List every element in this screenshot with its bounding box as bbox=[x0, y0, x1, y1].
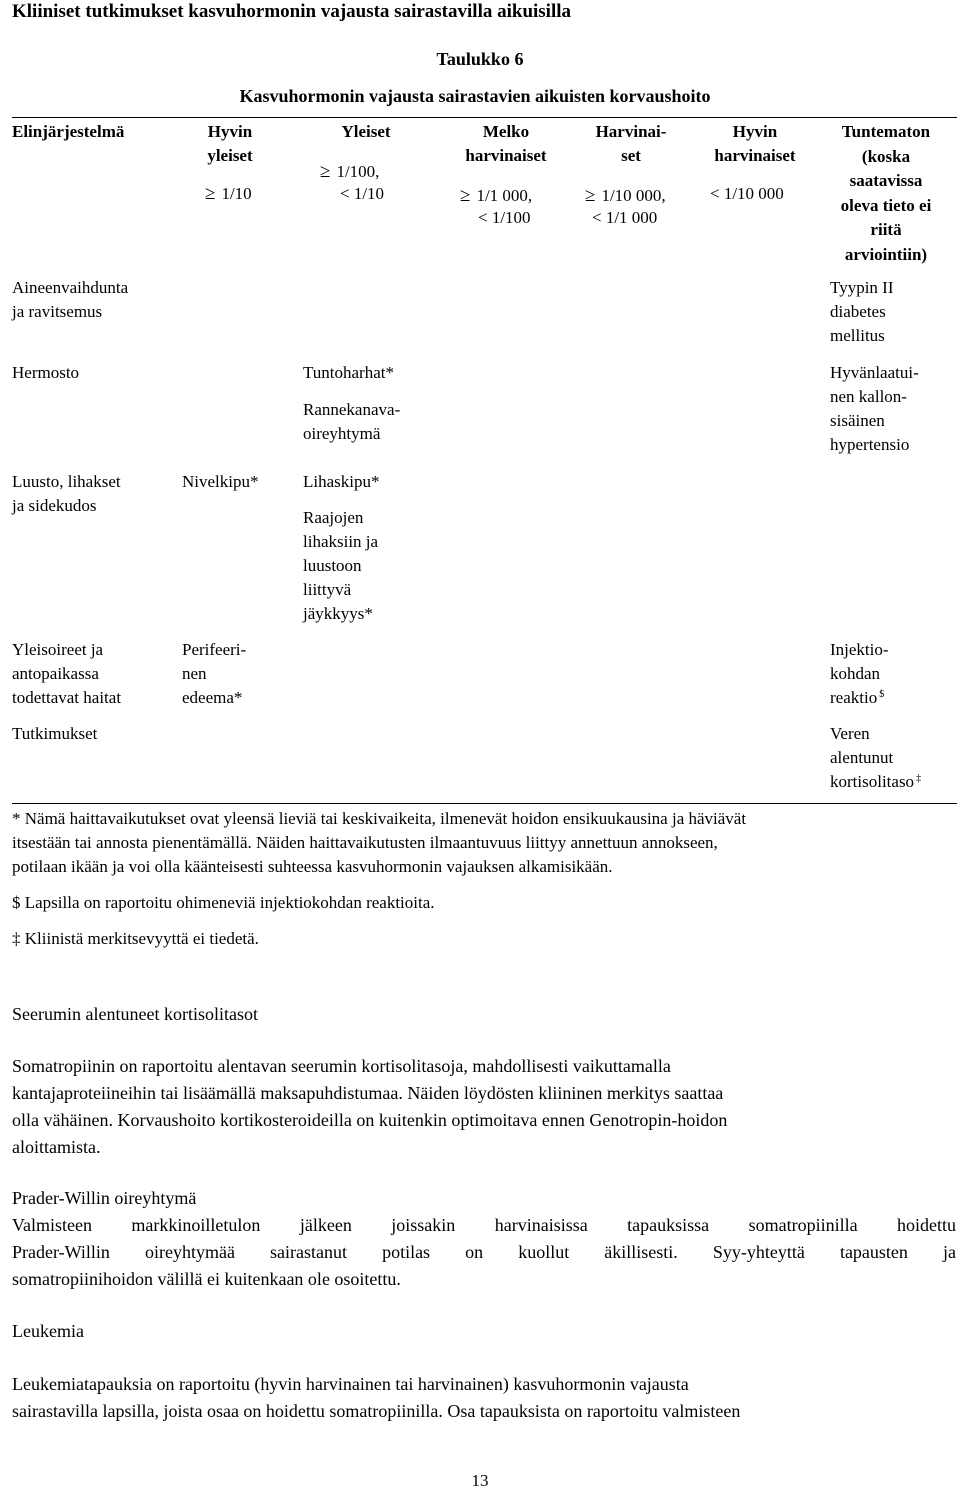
footnote-line: * Nämä haittavaikutukset ovat yleensä lieviä tai keskivaikeita, ilmenevät hoidon ensikuukausina ja häviävät bbox=[12, 809, 747, 828]
header-rare-range1 bbox=[585, 184, 666, 208]
superscript-dollar: $ bbox=[879, 689, 885, 700]
cell-line: Raajojen bbox=[303, 508, 364, 527]
ge-symbol: ≥ bbox=[460, 185, 471, 206]
row-musculo-organ bbox=[12, 470, 121, 518]
row-musculo-common1: Lihaskipu* bbox=[303, 472, 380, 491]
organ-line: todettavat haitat bbox=[12, 688, 122, 707]
header-rare-l1: Harvinai- bbox=[595, 122, 667, 141]
cell-line: hypertensio bbox=[830, 435, 910, 454]
cell-line: Tyypin II bbox=[830, 278, 894, 297]
section-prader-heading: Prader-Willin oireyhtymä bbox=[12, 1188, 197, 1208]
cell-line: nen bbox=[182, 664, 207, 683]
cell-line: jäykkyys* bbox=[303, 604, 373, 623]
superscript-dagger: ‡ bbox=[916, 773, 922, 784]
header-unknown-l6: arviointiin) bbox=[844, 244, 928, 264]
cell-line: Perifeeri- bbox=[182, 640, 247, 659]
header-rare-range2: < 1/1 000 bbox=[592, 208, 658, 227]
footnote-dagger: ‡ Kliinistä merkitsevyyttä ei tiedetä. bbox=[12, 929, 259, 948]
organ-line: antopaikassa bbox=[12, 664, 99, 683]
table-bottom-rule bbox=[12, 803, 957, 804]
ge-symbol: ≥ bbox=[320, 161, 331, 182]
cell-line bbox=[830, 686, 889, 710]
header-organ: Elinjärjestelmä bbox=[12, 122, 125, 141]
header-very-rare-l2: harvinaiset bbox=[714, 146, 796, 165]
header-uncommon-range1 bbox=[460, 184, 532, 208]
cell-line: lihaksiin ja bbox=[303, 532, 379, 551]
cell-line: nen kallon- bbox=[830, 387, 907, 406]
table-number: Taulukko 6 bbox=[436, 49, 524, 69]
footnote-line: potilaan ikään ja voi olla käänteisesti suhteessa kasvuhormonin vajauksen alkamisikään. bbox=[12, 857, 613, 876]
range-text: 1/1 000, bbox=[476, 186, 533, 205]
cell-line bbox=[830, 770, 921, 794]
header-common-range2: < 1/10 bbox=[340, 184, 385, 203]
cell-text: kortisolitaso bbox=[830, 772, 915, 791]
page-title: Kliiniset tutkimukset kasvuhormonin vajausta sairastavilla aikuisilla bbox=[12, 1, 572, 22]
cell-line: liittyvä bbox=[303, 580, 352, 599]
paragraph-line: somatropiinihoidon välillä ei kuitenkaan ole osoitettu. bbox=[12, 1269, 401, 1289]
section-cortisol-heading: Seerumin alentuneet kortisolitasot bbox=[12, 1004, 258, 1024]
header-unknown bbox=[820, 120, 952, 267]
cell-line: alentunut bbox=[830, 748, 894, 767]
cell-line: Rannekanava- bbox=[303, 400, 401, 419]
organ-line: ja ravitsemus bbox=[12, 302, 103, 321]
header-very-rare-range: < 1/10 000 bbox=[710, 184, 784, 203]
cell-line: mellitus bbox=[830, 326, 885, 345]
header-uncommon-range2: < 1/100 bbox=[478, 208, 531, 227]
row-metabolism-unknown bbox=[830, 276, 894, 348]
paragraph-line: kantajaproteiineihin tai lisäämällä maksapuhdistumaa. Näiden löydösten kliininen merkitys saattaa bbox=[12, 1083, 724, 1103]
organ-line: Luusto, lihakset bbox=[12, 472, 121, 491]
header-unknown-l2: (koska bbox=[861, 146, 911, 166]
ge-symbol: ≥ bbox=[205, 183, 216, 204]
header-very-common bbox=[182, 120, 278, 168]
cell-line: Injektio- bbox=[830, 640, 889, 659]
header-unknown-l3: saatavissa bbox=[849, 171, 923, 190]
header-very-common-l2: yleiset bbox=[207, 146, 253, 165]
row-nervous-unknown bbox=[830, 361, 919, 457]
paragraph-line: sairastavilla lapsilla, joista osaa on hoidettu somatropiinilla. Osa tapauksista on raportoitu valmisteen bbox=[12, 1401, 741, 1421]
cell-line: edeema* bbox=[182, 688, 243, 707]
header-unknown-l4: oleva tieto ei bbox=[840, 195, 932, 215]
header-uncommon-l2: harvinaiset bbox=[465, 146, 547, 165]
row-general-unknown bbox=[830, 638, 889, 710]
header-uncommon bbox=[446, 120, 566, 168]
cell-line: diabetes bbox=[830, 302, 886, 321]
header-unknown-l1: Tuntematon bbox=[841, 122, 931, 141]
row-musculo-common2 bbox=[303, 506, 378, 626]
header-rare-l2: set bbox=[621, 146, 641, 165]
cell-line: oireyhtymä bbox=[303, 424, 381, 443]
header-very-rare-l1: Hyvin bbox=[732, 122, 778, 141]
footnote-dollar: $ Lapsilla on raportoitu ohimeneviä injektiokohdan reaktioita. bbox=[12, 893, 435, 912]
header-common-range1 bbox=[320, 160, 379, 184]
organ-line: ja sidekudos bbox=[12, 496, 97, 515]
cell-line: Hyvänlaatui- bbox=[830, 363, 919, 382]
footnote-line: itsestään tai annosta pienentämällä. Näiden haittavaikutusten ilmaantuvuus liittyy annettuun annokseen, bbox=[12, 833, 718, 852]
range-text: 1/10 bbox=[221, 184, 252, 203]
section-prader-body bbox=[12, 1212, 956, 1293]
cell-line: Veren bbox=[830, 724, 870, 743]
row-investigations-organ: Tutkimukset bbox=[12, 724, 98, 743]
row-musculo-very-common: Nivelkipu* bbox=[182, 472, 259, 491]
header-rare bbox=[576, 120, 686, 168]
header-uncommon-l1: Melko bbox=[482, 122, 530, 141]
row-nervous-common2 bbox=[303, 398, 400, 446]
paragraph-line: Somatropiinin on raportoitu alentavan seerumin kortisolitasoja, mahdollisesti vaikuttamalla bbox=[12, 1056, 671, 1076]
organ-line: Yleisoireet ja bbox=[12, 640, 104, 659]
header-common: Yleiset bbox=[341, 122, 391, 141]
ge-symbol: ≥ bbox=[585, 185, 596, 206]
row-nervous-organ: Hermosto bbox=[12, 363, 80, 382]
section-leukemia-heading: Leukemia bbox=[12, 1321, 84, 1341]
range-text: 1/10 000, bbox=[601, 186, 666, 205]
header-very-common-l1: Hyvin bbox=[207, 122, 253, 141]
header-very-common-range bbox=[205, 182, 252, 206]
cell-line: luustoon bbox=[303, 556, 362, 575]
section-cortisol-body bbox=[12, 1053, 952, 1161]
paragraph-line: Leukemiatapauksia on raportoitu (hyvin harvinainen tai harvinainen) kasvuhormonin vajausta bbox=[12, 1374, 689, 1394]
organ-line: Aineenvaihdunta bbox=[12, 278, 129, 297]
row-general-organ bbox=[12, 638, 121, 710]
header-unknown-l5: riitä bbox=[870, 220, 902, 239]
paragraph-line: Prader-Willin oireyhtymää sairastanut potilas on kuollut äkillisesti. Syy-yhteyttä tapausten ja bbox=[12, 1242, 956, 1262]
table-caption: Kasvuhormonin vajausta sairastavien aikuisten korvaushoito bbox=[239, 86, 711, 106]
table-top-rule bbox=[12, 117, 957, 118]
row-metabolism-organ bbox=[12, 276, 128, 324]
cell-line: kohdan bbox=[830, 664, 881, 683]
range-text: 1/100, bbox=[336, 162, 380, 181]
page-number: 13 bbox=[471, 1471, 489, 1490]
row-investigations-unknown bbox=[830, 722, 921, 794]
cell-line: sisäinen bbox=[830, 411, 885, 430]
footnote-star bbox=[12, 807, 746, 879]
header-very-rare bbox=[700, 120, 810, 168]
cell-text: reaktio bbox=[830, 688, 878, 707]
paragraph-line: aloittamista. bbox=[12, 1137, 101, 1157]
row-general-very-common bbox=[182, 638, 246, 710]
row-nervous-common1: Tuntoharhat* bbox=[303, 363, 394, 382]
paragraph-line: Valmisteen markkinoilletulon jälkeen joissakin harvinaisissa tapauksissa somatropiinilla hoidettu bbox=[12, 1215, 956, 1235]
section-leukemia-body bbox=[12, 1371, 956, 1425]
paragraph-line: olla vähäinen. Korvaushoito kortikosteroideilla on kuitenkin optimoitava ennen Genotropin-hoidon bbox=[12, 1110, 728, 1130]
